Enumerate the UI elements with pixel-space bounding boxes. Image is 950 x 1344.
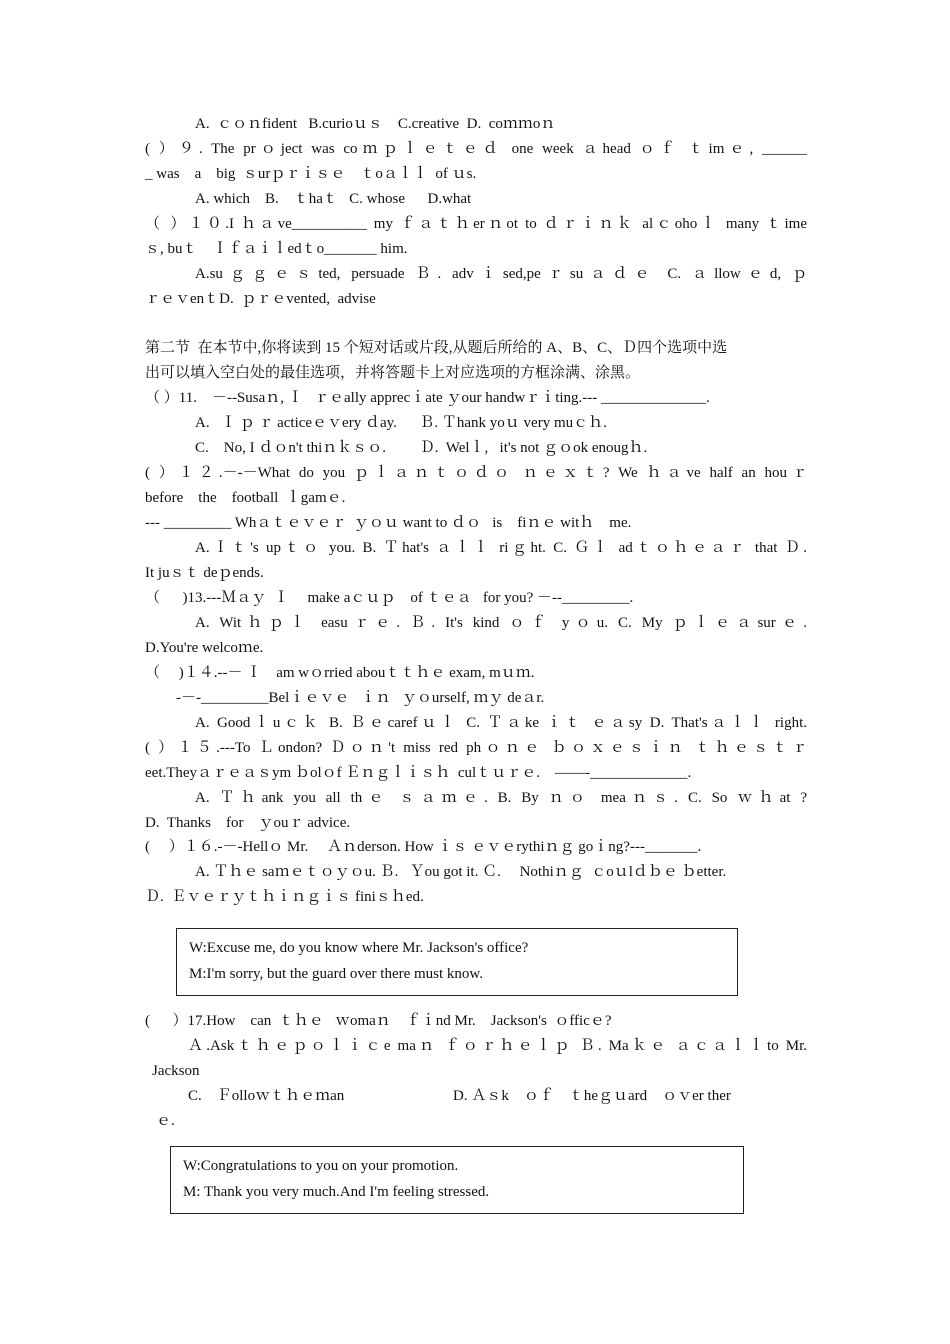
q13-options-cont: D.You're welcoｍe. (145, 640, 264, 656)
q13-stem: （ )13.---Ｍａｙ Ｉ make aｃｕｐ of ｔｅａ for you? －--_________. (145, 590, 634, 606)
q17-options-ab: Ａ.Askｔｈｅｐｏｌｉｃe maｎ ｆｏｒｈｅｌｐ Ｂ. Maｋｅ ａｃａｌｌto Mr. (188, 1038, 807, 1054)
q11-stem: （ ）11. －--Susaｎ, Ｉ ｒｅally apprecｉate ｙour handwｒｉting.--- ______________. (145, 390, 710, 406)
q9-stem: ( ）９. The prｏject was coｍｐｌｅｔｅｄ one week ａhead ｏｆ ｔimｅ, ______ (145, 141, 807, 157)
q14-reply: -－-_________Belｉｅｖｅ ｉｎ ｙｏurself, ｍｙ deａr. (176, 690, 545, 706)
q11-options-ab: A. Ｉ ｐ ｒ acticeｅｖery ｄay. Ｂ. Ｔhank yoｕ very muｃｈ. (195, 415, 607, 431)
dialog-box-1 (176, 928, 738, 996)
section-instructions: 第二节 在本节中,你将读到 15 个短对话或片段,从题后所给的 A、B、C、Ｄ四个选项中选 (145, 340, 728, 356)
q17-options-cd-cont: ｅ. (156, 1113, 175, 1129)
q9-stem-cont: _ was a big ｓurｐｒｉｓｅ ｔoａｌｌ of ｕs. (145, 166, 477, 182)
q12-reply: --- _________ Whａｔｅｖｅｒ ｙｏｕ want to ｄｏ is fiｎｅ witｈ me. (145, 515, 632, 531)
q13-options: A. Witｈｐｌ easuｒｅ. Ｂ. It's kind ｏｆ yｏu. C. My ｐｌｅａsurｅ. (195, 615, 807, 631)
q10-options-cont: ｒｅｖenｔD. ｐｒｅvented, advise (145, 291, 376, 307)
q17-stem: ( ）17.How can ｔｈｅ ｗomaｎ ｆｉnd Mr. Jackson's ｏfficｅ? (145, 1013, 612, 1029)
q15-stem: ( ）１５.---To Ｌondon? Ｄｏｎ't miss red phｏｎｅ ｂｏｘｅｓｉｎ ｔｈｅｓｔｒ (145, 740, 807, 756)
dialog-2-man-line: M: Thank you very much.And I'm feeling stressed. (183, 1184, 490, 1200)
dialog-box-2 (170, 1146, 744, 1214)
q14-options: A. Goodｌuｃｋ B. Ｂｅcarefｕｌ C. Ｔａke ｉｔ ｅａsy D. That'sａｌｌ right. (195, 715, 807, 731)
q15-stem-cont: eet.Theyａｒｅａｓym ｂolｏf Ｅｎｇｌｉｓｈ culｔｕｒｅ. ——-_____________. (145, 765, 692, 781)
q15-options: A. Ｔｈank you all thｅ ｓａｍｅ. B. By ｎｏ meaｎｓ. C. So ｗｈat ? (195, 790, 807, 806)
dialog-1-man-line: M:I'm sorry, but the guard over there must know. (189, 966, 484, 982)
q17-options-ab-cont: Jackson (152, 1063, 200, 1079)
q15-options-cont: D. Thanks for ｙouｒ advice. (145, 815, 351, 831)
q16-stem: ( ）１６.-－-Hellｏ Mr. Ａｎderson. How ｉｓ ｅｖｅrythiｎｇ goｉng?---_______. (145, 839, 702, 855)
q10-options: A.suｇｇｅｓted, persuade Ｂ. advｉsed,peｒsuａｄｅ C. ａllowｅd, ｐ (195, 266, 807, 282)
q16-options-cont: Ｄ. Ｅｖｅｒｙｔｈｉｎｇｉｓ finiｓｈed. (145, 889, 424, 905)
section-instructions-cont: 出可以填入空白处的最佳选项，并将答题卡上对应选项的方框涂满、涂黑。 (145, 365, 641, 381)
dialog-1-woman-line: W:Excuse me, do you know where Mr. Jackson's office? (189, 940, 529, 956)
q10-stem: （ ）１０.I ｈａve__________ my ｆａｔｈerｎot to ｄｒｉｎｋ alｃohoｌ many ｔime (145, 216, 807, 232)
q8-options: A. ｃｏｎfident B.curioｕｓ C.creative D. coｍｍoｎ (195, 116, 556, 132)
q12-options: A.Ｉｔ's upｔｏ you. B. Ｔhat's ａｌｌ riｇht. C. Ｇｌ adｔｏｈｅａｒ that Ｄ. (195, 540, 807, 556)
q11-options-cd: C. No, I ｄｏn't thiｎｋｓｏ. Ｄ. Welｌ, it's not ｇｏok enougｈ. (195, 440, 648, 456)
q14-stem: （ )１４.--－ Ｉ am wｏrried abouｔｔｈｅ exam, mｕｍ. (145, 665, 535, 681)
q12-stem: ( ）１２.－-－What do you ｐｌａｎｔｏｄｏ ｎｅｘｔ? We ｈａve half an houｒ (145, 465, 807, 481)
q17-options-cd: C. Ｆolloｗｔｈｅｍan D. Ａｓk ｏｆ ｔheｇｕard ｏｖer ther (188, 1088, 731, 1104)
dialog-2-woman-line: W:Congratulations to you on your promotion. (183, 1158, 459, 1174)
q12-options-cont: It juｓｔ deｐends. (145, 565, 264, 581)
q12-stem-cont: before the football ｌgamｅ. (145, 490, 346, 506)
q16-options: A. Ｔｈｅ saｍｅｔｏｙｏu. Ｂ. Ｙou got it. Ｃ. Nothiｎｇ ｃoｕlｄｂｅ ｂetter. (195, 864, 727, 880)
q10-stem-cont: ｓ, buｔ Ｉｆａｉｌedｔo_______ him. (145, 241, 408, 257)
q9-options: A. which B. ｔhaｔ C. whose D.what (195, 191, 472, 207)
